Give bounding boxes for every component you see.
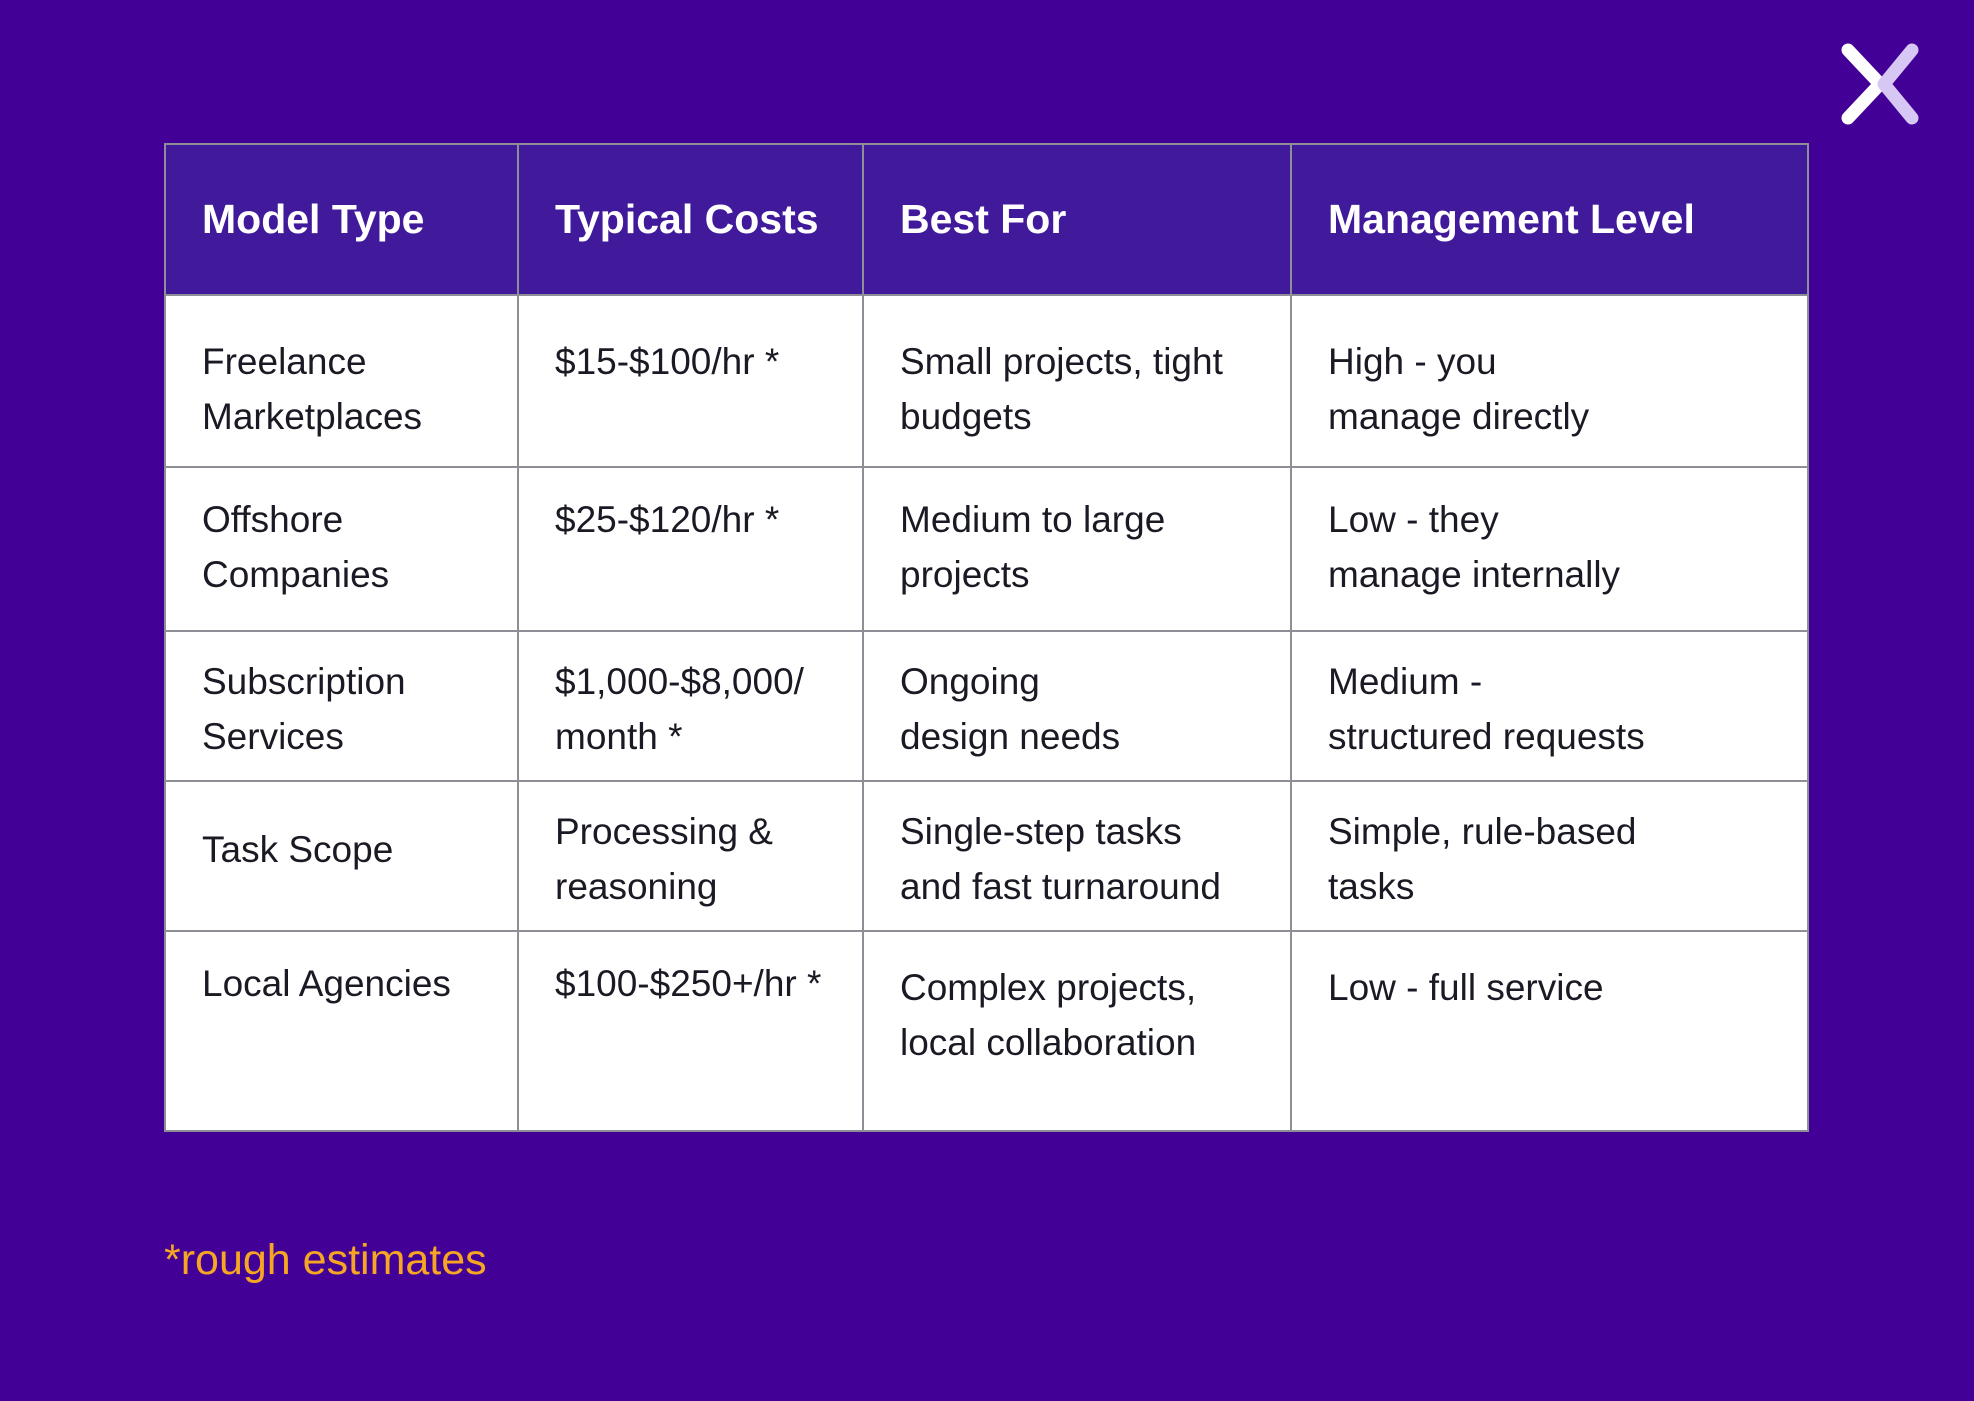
cell-text: High - you manage directly — [1328, 341, 1590, 437]
cell-best-for — [863, 631, 1291, 781]
cell-management-level — [1291, 295, 1808, 467]
cell-model-type — [165, 295, 518, 467]
header-typical-costs: Typical Costs — [518, 144, 863, 295]
cell-typical-costs — [518, 295, 863, 467]
table-row — [165, 931, 1808, 1131]
cell-text: $25-$120/hr * — [555, 499, 780, 540]
cell-text: Freelance Marketplaces — [202, 341, 423, 437]
cell-model-type — [165, 931, 518, 1131]
comparison-table-container — [164, 143, 1807, 1132]
cell-model-type — [165, 467, 518, 631]
cell-text: Medium - structured requests — [1328, 661, 1645, 757]
table-row — [165, 295, 1808, 467]
cell-text: Low - they manage internally — [1328, 499, 1621, 595]
cell-model-type — [165, 631, 518, 781]
cell-text: Task Scope — [202, 829, 394, 870]
cell-typical-costs — [518, 931, 863, 1131]
table-header-row — [165, 144, 1808, 295]
table-row — [165, 781, 1808, 931]
x-logo-icon — [1838, 42, 1922, 126]
cell-text: Low - full service — [1328, 967, 1604, 1008]
footnote: *rough estimates — [164, 1236, 487, 1284]
cell-text: Offshore Companies — [202, 499, 390, 595]
table-row — [165, 631, 1808, 781]
cell-best-for — [863, 931, 1291, 1131]
cell-text: Medium to large projects — [900, 499, 1166, 595]
cell-text: Complex projects, local collaboration — [900, 967, 1197, 1063]
cell-management-level — [1291, 931, 1808, 1131]
cell-typical-costs — [518, 467, 863, 631]
cell-text: Ongoing design needs — [900, 661, 1121, 757]
cell-typical-costs — [518, 781, 863, 931]
cell-management-level — [1291, 467, 1808, 631]
cell-text: Subscription Services — [202, 661, 406, 757]
cell-text: Simple, rule-based tasks — [1328, 811, 1637, 907]
cell-typical-costs — [518, 631, 863, 781]
cell-text: $15-$100/hr * — [555, 341, 780, 382]
table-row — [165, 467, 1808, 631]
cell-text: Single-step tasks and fast turnaround — [900, 811, 1221, 907]
comparison-table — [164, 143, 1809, 1132]
cell-management-level — [1291, 781, 1808, 931]
header-model-type: Model Type — [165, 144, 518, 295]
cell-text: $100-$250+/hr * — [555, 963, 822, 1004]
cell-best-for — [863, 781, 1291, 931]
cell-model-type — [165, 781, 518, 931]
cell-text: $1,000-$8,000/ month * — [555, 661, 804, 757]
cell-management-level — [1291, 631, 1808, 781]
header-management-level: Management Level — [1291, 144, 1808, 295]
cell-text: Local Agencies — [202, 963, 451, 1004]
table-body — [165, 295, 1808, 1131]
cell-text: Small projects, tight budgets — [900, 341, 1223, 437]
cell-best-for — [863, 295, 1291, 467]
header-best-for: Best For — [863, 144, 1291, 295]
cell-best-for — [863, 467, 1291, 631]
cell-text: Processing & reasoning — [555, 811, 773, 907]
